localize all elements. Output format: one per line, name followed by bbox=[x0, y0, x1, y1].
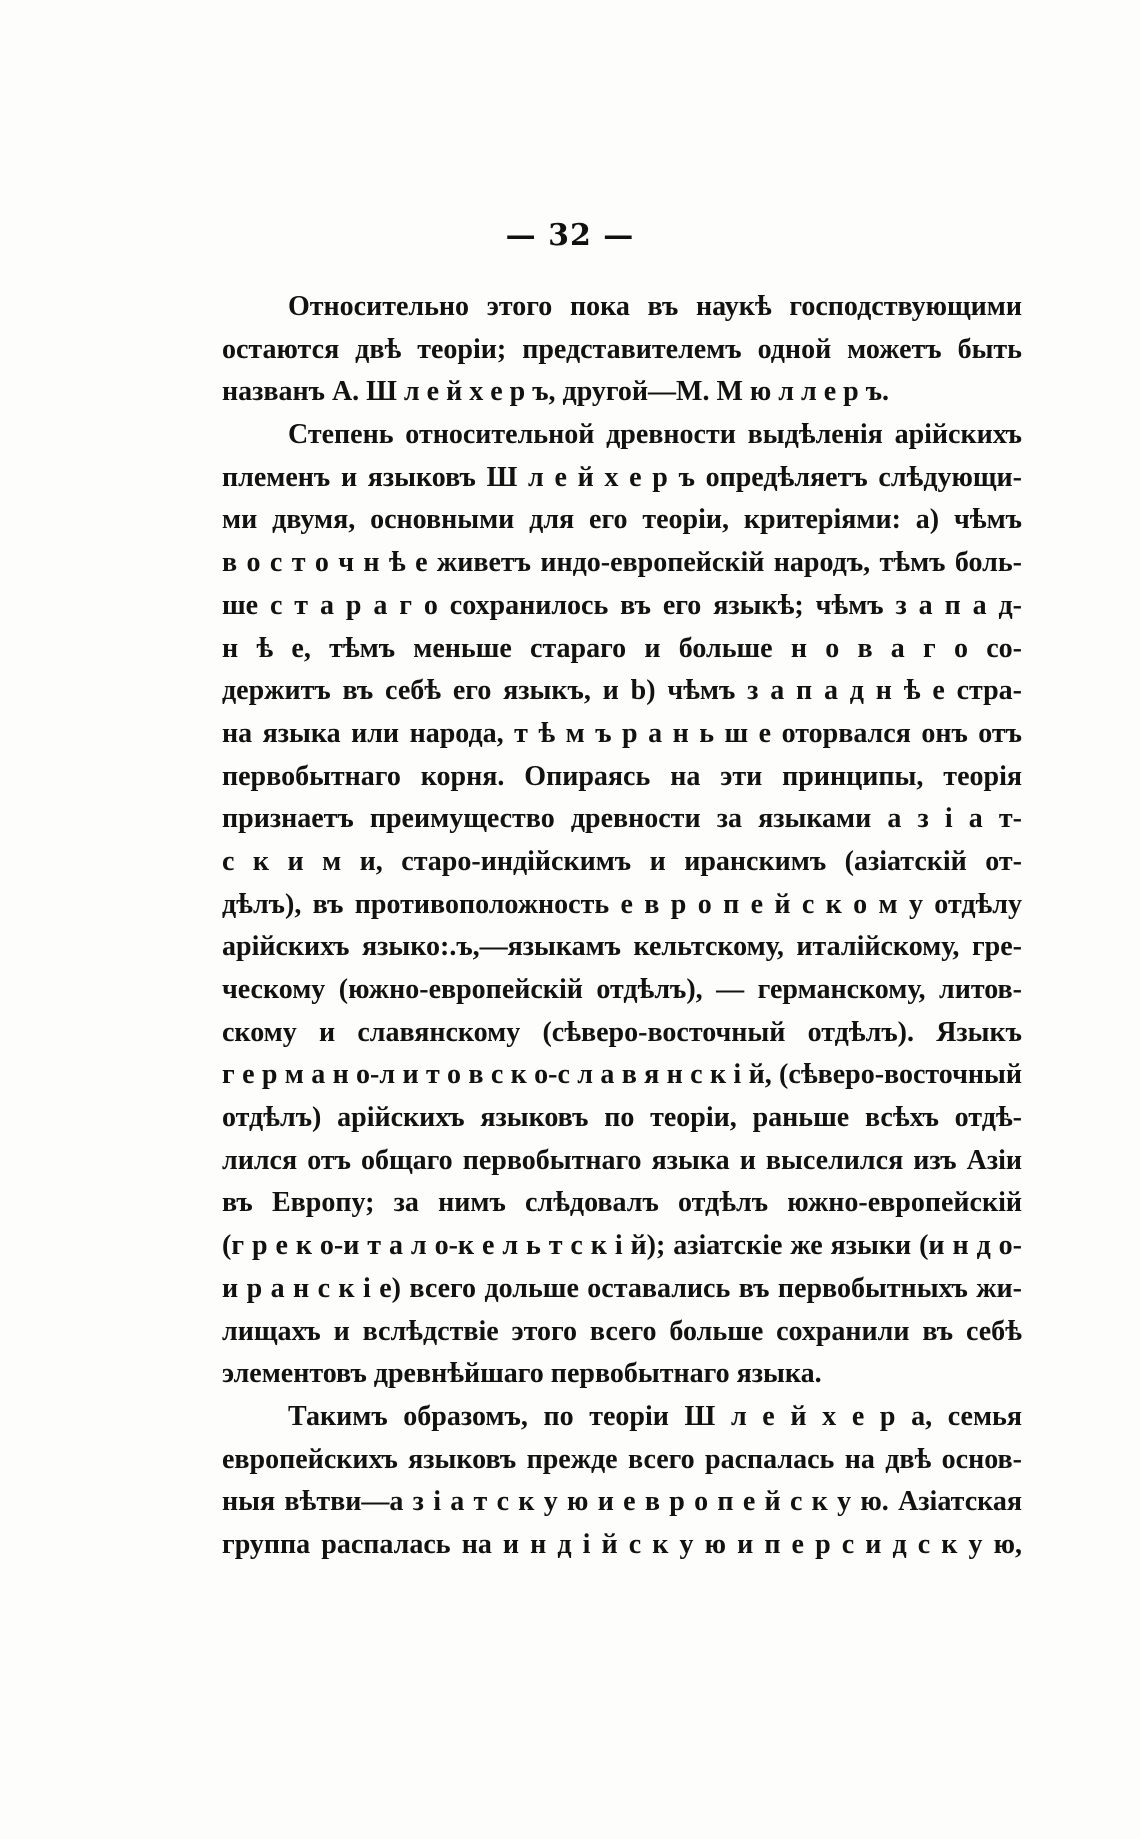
text-line: европейскихъ языковъ прежде всего распалась на двѣ основ- bbox=[222, 1443, 1022, 1475]
text-line: племенъ и языковъ Ш л е й х е р ъ опредѣляетъ слѣдующи- bbox=[222, 461, 1022, 493]
text-line: на языка или народа, т ѣ м ъ р а н ь ш е оторвался онъ отъ bbox=[222, 717, 1022, 749]
text-line: ми двумя, основными для его теоріи, критеріями: a) чѣмъ bbox=[222, 504, 1022, 536]
text-line: н ѣ е, тѣмъ меньше стараго и больше н о в а г о со- bbox=[222, 632, 1022, 664]
text-line: отдѣлъ) арійскихъ языковъ по теоріи, раньше всѣхъ отдѣ- bbox=[222, 1102, 1022, 1134]
text-line: арійскихъ языко:.ъ,—языкамъ кельтскому, италійскому, гре- bbox=[222, 931, 1022, 963]
text-line: Такимъ образомъ, по теоріи Ш л е й х е р а, семья bbox=[288, 1400, 1022, 1432]
text-line: Относительно этого пока въ наукѣ господствующими bbox=[288, 291, 1022, 322]
text-line: г е р м а н о-л и т о в с к о-с л а в я н с к і й, (сѣверо-восточный bbox=[222, 1059, 1022, 1091]
text-line: ныя вѣтви—а з і а т с к у ю и е в р о п е й с к у ю. Азіатская bbox=[222, 1486, 1022, 1518]
paragraph-3 bbox=[222, 1396, 1022, 1567]
text-line: (г р е к о-и т а л о-к е л ь т с к і й); азіатскіе же языки (и н д о- bbox=[222, 1230, 1022, 1262]
text-line: скому и славянскому (сѣверо-восточный отдѣлъ). Языкъ bbox=[222, 1016, 1022, 1048]
text-line: въ Европу; за нимъ слѣдовалъ отдѣлъ южно-европейскій bbox=[222, 1187, 1022, 1219]
text-line: лился отъ общаго первобытнаго языка и выселился изъ Азіи bbox=[222, 1144, 1022, 1176]
text-line: группа распалась на и н д і й с к у ю и п е р с и д с к у ю, bbox=[222, 1528, 1022, 1560]
text-line: остаются двѣ теоріи; представителемъ одной можетъ быть bbox=[222, 333, 1022, 365]
text-line: и р а н с к і е) всего дольше оставались въ первобытныхъ жи- bbox=[222, 1272, 1022, 1304]
text-line: элементовъ древнѣйшаго первобытнаго языка. bbox=[222, 1358, 822, 1390]
text-line: лищахъ и вслѣдствіе этого всего больше сохранили въ себѣ bbox=[222, 1315, 1022, 1347]
text-line: Степень относительной древности выдѣленія арійскихъ bbox=[288, 419, 1022, 451]
text-line: названъ А. Ш л е й х е р ъ, другой—М. М ю л л е р ъ. bbox=[222, 376, 890, 408]
paragraph-2 bbox=[222, 414, 1022, 1396]
text-line: признаетъ преимущество древности за языками а з і а т- bbox=[222, 803, 1022, 835]
text-line: первобытнаго корня. Опираясь на эти принципы, теорія bbox=[222, 760, 1022, 792]
text-line: держитъ въ себѣ его языкъ, и b) чѣмъ з а п а д н ѣ е стра- bbox=[222, 675, 1022, 707]
text-line: ше с т а р а г о сохранилось въ его языкѣ; чѣмъ з а п а д- bbox=[222, 589, 1022, 621]
page-number: — 32 — bbox=[505, 218, 635, 253]
text-line: дѣлъ), въ противоположность е в р о п е й с к о м у отдѣлу bbox=[222, 888, 1022, 920]
body-text bbox=[222, 286, 1022, 1567]
text-line: с к и м и, старо-индійскимъ и иранскимъ (азіатскій от- bbox=[222, 845, 1022, 877]
text-line: в о с т о ч н ѣ е живетъ индо-европейскій народъ, тѣмъ боль- bbox=[222, 547, 1022, 579]
text-line: ческому (южно-европейскій отдѣлъ), — германскому, литов- bbox=[222, 974, 1022, 1005]
paragraph-1 bbox=[222, 286, 1022, 414]
